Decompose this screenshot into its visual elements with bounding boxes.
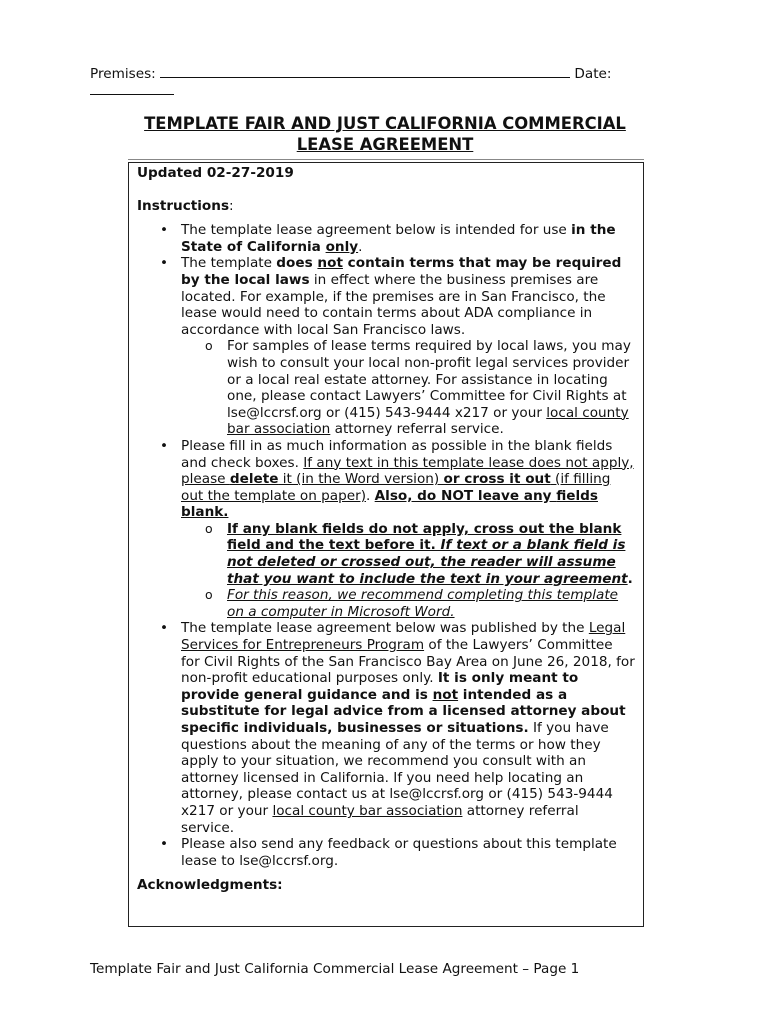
- bar-association-link[interactable]: local county bar association: [272, 802, 463, 819]
- instructions-heading: Instructions:: [137, 197, 234, 214]
- date-label: Date:: [574, 66, 612, 82]
- sub-list-item: o If any blank fields do not apply, cross out the blank field and the text before it. If text or a blank field is not deleted or crossed out, the reader will assume that you want to include the text in your agreement.: [227, 521, 635, 587]
- instructions-box: [128, 162, 644, 927]
- sub-list: [181, 338, 635, 438]
- title-line-1: TEMPLATE FAIR AND JUST CALIFORNIA COMMERCIAL: [144, 114, 626, 133]
- list-item: • The template lease agreement below is intended for use in the State of California only.: [181, 222, 635, 255]
- list-item: • The template does not contain terms that may be required by the local laws in effect where the business premises are located. For example, if the premises are in San Francisco, the lease would need to contain terms about ADA compliance in accordance with local San Francisco laws. o For samples of lease terms required by local laws, you may wish to consult your local non-profit legal services provider or a local real estate attorney. For assistance in locating one, please contact Lawyers’ Committee for Civil Rights at lse@lccrsf.org or (415) 543-9444 x217 or your local county bar association attorney referral service.: [181, 255, 635, 438]
- sub-list-item: o For this reason, we recommend completing this template on a computer in Microsoft Word.: [227, 587, 635, 620]
- title-line-2: LEASE AGREEMENT: [296, 135, 474, 154]
- instructions-list: [137, 222, 635, 869]
- bar-association-link[interactable]: local county bar association: [227, 404, 629, 438]
- list-item: • Please also send any feedback or questions about this template lease to lse@lccrsf.org.: [181, 836, 635, 869]
- page-footer: Template Fair and Just California Commercial Lease Agreement – Page 1: [90, 961, 580, 977]
- date-field[interactable]: [90, 80, 174, 95]
- list-item: • Please fill in as much information as possible in the blank fields and check boxes. If any text in this template lease does not apply, please delete it (in the Word version) or cross it out (if filling out the template on paper). Also, do NOT leave any fields blank. o If any blank fields do not apply, cross out the blank field and the text before it. If text or a blank field is not deleted or crossed out, the reader will assume that you want to include the text in your agreement. o For this reason, we recommend completing this template on a computer in Microsoft Word.: [181, 438, 635, 621]
- updated-date: Updated 02-27-2019: [137, 165, 294, 181]
- premises-field[interactable]: [160, 63, 570, 78]
- acknowledgments-heading: Acknowledgments:: [137, 877, 283, 894]
- date-field-wrap: [90, 80, 174, 99]
- list-item: • The template lease agreement below was published by the Legal Services for Entrepreneurs Program of the Lawyers’ Committee for Civil Rights of the San Francisco Bay Area on June 26, 2018, for non-profit educational purposes only. It is only meant to provide general guidance and is not intended as a substitute for legal advice from a licensed attorney about specific individuals, businesses or situations. If you have questions about the meaning of any of the terms or how they apply to your situation, we recommend you consult with an attorney licensed in California. If you need help locating an attorney, please contact us at lse@lccrsf.org or (415) 543-9444 x217 or your local county bar association attorney referral service.: [181, 620, 635, 836]
- premises-date-line: [90, 63, 690, 83]
- sub-list-item: o For samples of lease terms required by local laws, you may wish to consult your local non-profit legal services provider or a local real estate attorney. For assistance in locating one, please contact Lawyers’ Committee for Civil Rights at lse@lccrsf.org or (415) 543-9444 x217 or your local county bar association attorney referral service.: [227, 338, 635, 438]
- sub-list: [181, 521, 635, 621]
- lse-program-link[interactable]: Legal Services for Entrepreneurs Program: [181, 620, 626, 654]
- document-title: [100, 113, 670, 155]
- box-top-rule: [128, 159, 644, 160]
- premises-label: Premises:: [90, 66, 156, 82]
